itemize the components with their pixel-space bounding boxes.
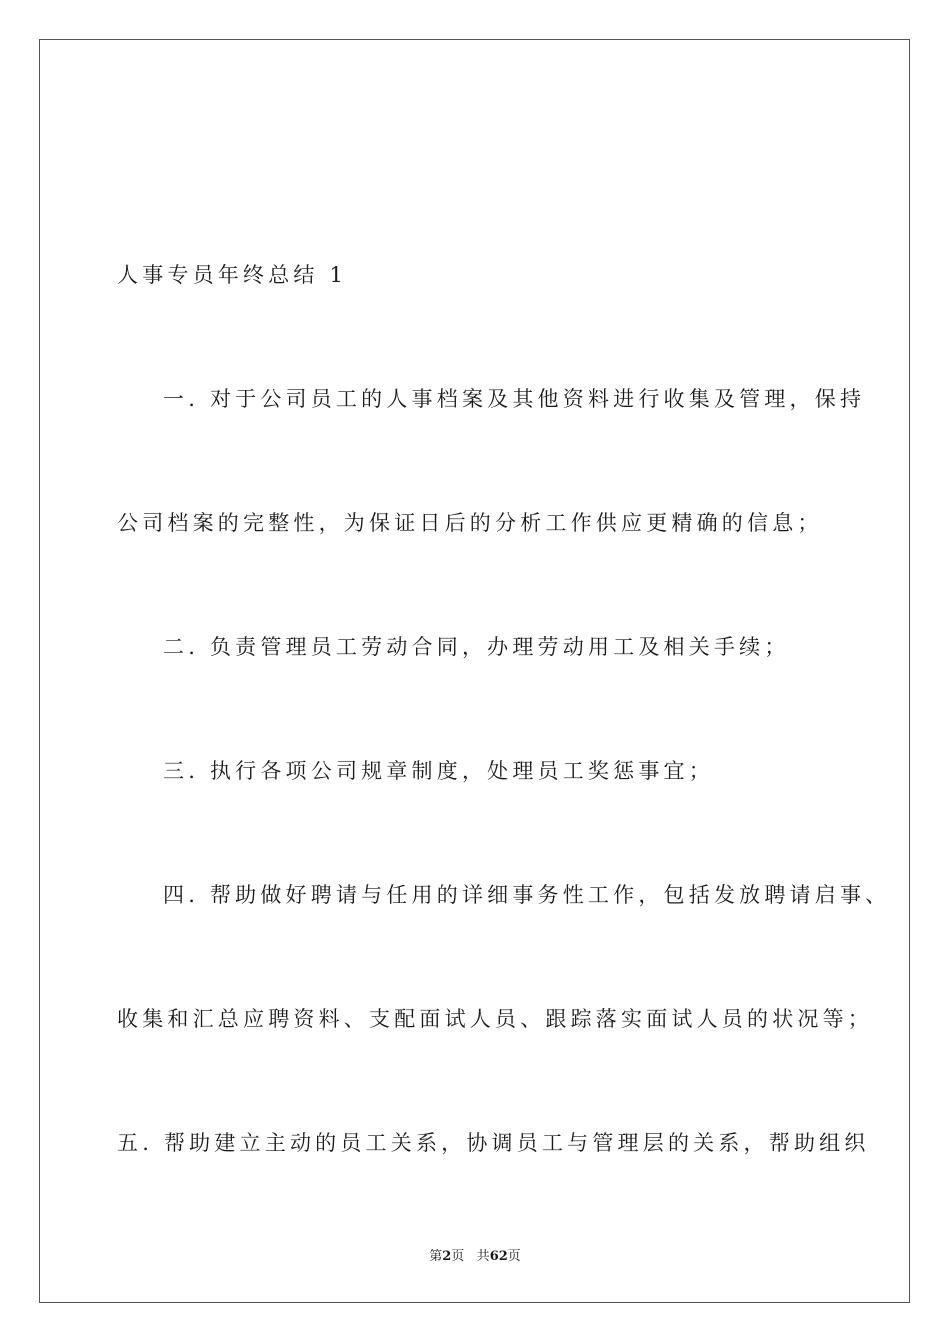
paragraph-line-4: 三. 执行各项公司规章制度，处理员工奖惩事宜； <box>163 759 714 783</box>
page-border <box>39 39 910 1303</box>
paragraph-line-2: 公司档案的完整性，为保证日后的分析工作供应更精确的信息； <box>117 511 823 535</box>
footer-total-prefix: 共 <box>476 1249 490 1264</box>
paragraph-line-1: 一. 对于公司员工的人事档案及其他资料进行收集及管理，保持 <box>163 387 866 411</box>
paragraph-line-7: 五. 帮助建立主动的员工关系，协调员工与管理层的关系，帮助组织 <box>117 1131 870 1155</box>
paragraph-line-3: 二. 负责管理员工劳动合同，办理劳动用工及相关手续； <box>163 635 790 659</box>
page-footer <box>0 1248 950 1266</box>
document-title: 人事专员年终总结 1 <box>117 263 348 287</box>
paragraph-line-5: 四. 帮助做好聘请与任用的详细事务性工作，包括发放聘请启事、 <box>163 883 891 907</box>
footer-total-pages: 62 <box>489 1249 508 1264</box>
footer-page-suffix: 页 <box>451 1249 465 1264</box>
paragraph-line-6: 收集和汇总应聘资料、支配面试人员、跟踪落实面试人员的状况等； <box>117 1007 873 1031</box>
footer-page-prefix: 第 <box>429 1249 443 1264</box>
footer-page-number: 2 <box>442 1249 452 1264</box>
footer-total-suffix: 页 <box>507 1249 521 1264</box>
